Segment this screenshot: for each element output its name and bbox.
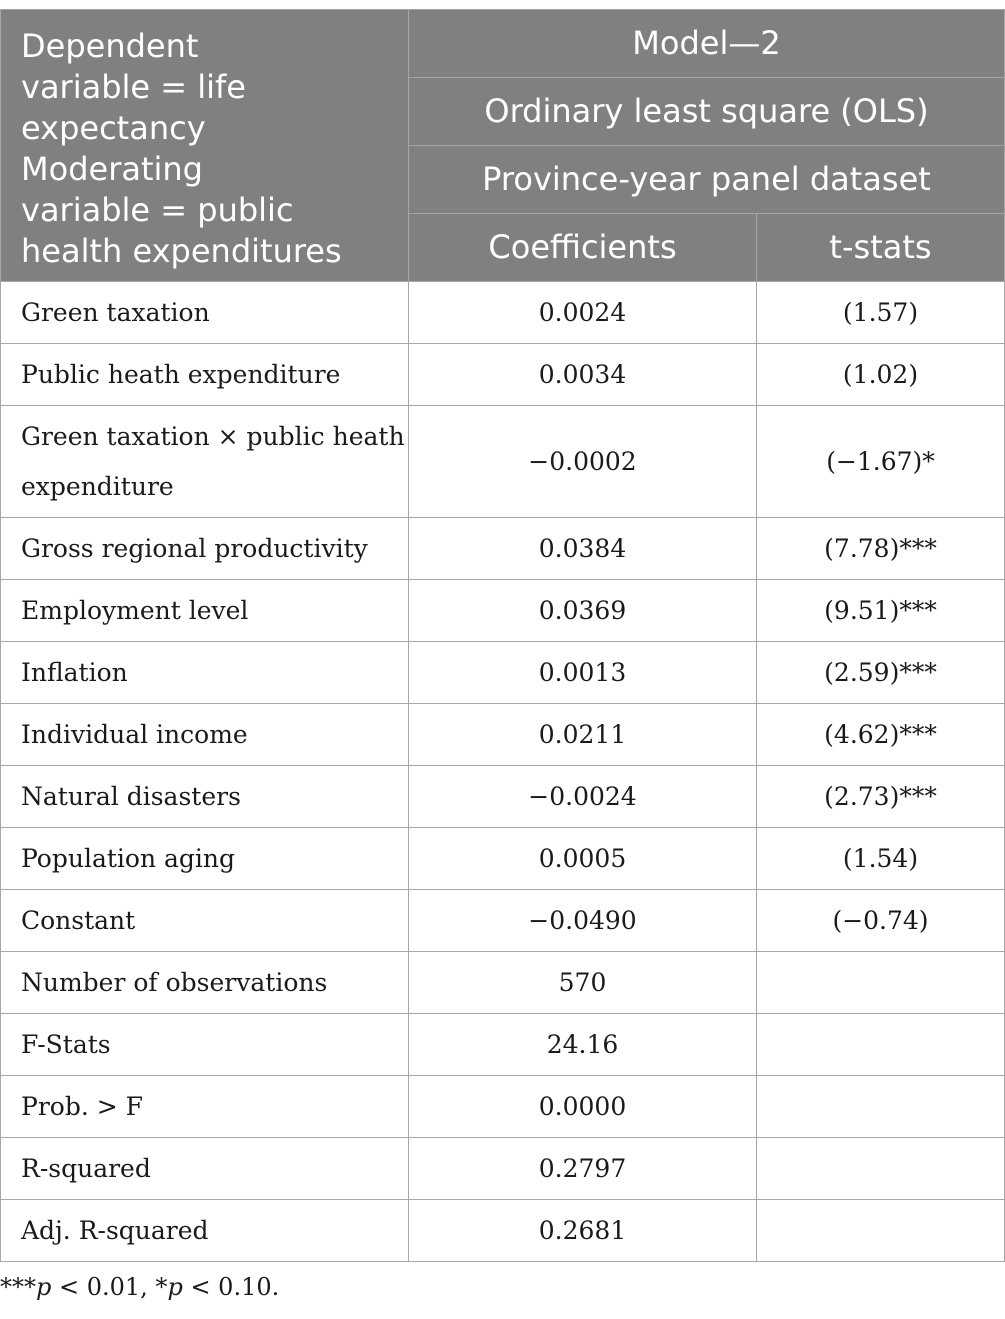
tstat-cell: (2.73)*** [757,766,1005,828]
coefficient-cell: 0.2681 [409,1200,757,1262]
row-label: Prob. > F [1,1076,409,1138]
footnote-condition: < 0.01, [51,1273,156,1301]
table-row [1,282,1005,344]
row-label: Green taxation [1,282,409,344]
row-label: Individual income [1,704,409,766]
footnote-p: p [36,1273,52,1301]
table-row [1,704,1005,766]
coefficient-cell: 0.2797 [409,1138,757,1200]
method-header: Ordinary least square (OLS) [409,78,1005,146]
table-row [1,1138,1005,1200]
tstat-cell: (−1.67)* [757,406,1005,518]
tstat-cell [757,1138,1005,1200]
footnote-stars-3: *** [0,1273,36,1301]
tstat-cell: (2.59)*** [757,642,1005,704]
coefficient-cell: −0.0002 [409,406,757,518]
stub-header [1,10,409,282]
row-label: Green taxation × public heath expenditure [1,406,409,518]
table-footnote [0,1273,279,1301]
model-header: Model—2 [409,10,1005,78]
table-row [1,642,1005,704]
stub-line: Dependent [21,27,199,65]
tstat-cell: (4.62)*** [757,704,1005,766]
tstats-header: t-stats [757,214,1005,282]
tstat-cell [757,1200,1005,1262]
coefficient-cell: −0.0024 [409,766,757,828]
table-row [1,890,1005,952]
table-row [1,1014,1005,1076]
stub-line: Moderating [21,150,203,188]
row-label: Gross regional productivity [1,518,409,580]
footnote-p: p [167,1273,183,1301]
coefficient-cell: 0.0384 [409,518,757,580]
coefficient-cell: 0.0000 [409,1076,757,1138]
row-label: Inflation [1,642,409,704]
table-row [1,344,1005,406]
coefficient-cell: 0.0024 [409,282,757,344]
table-row [1,580,1005,642]
row-label: Employment level [1,580,409,642]
table-row [1,1200,1005,1262]
coefficients-header: Coefficients [409,214,757,282]
dataset-header: Province-year panel dataset [409,146,1005,214]
row-label: R-squared [1,1138,409,1200]
coefficient-cell: 0.0034 [409,344,757,406]
table-row [1,1076,1005,1138]
footnote-condition: < 0.10. [182,1273,280,1301]
row-label: Constant [1,890,409,952]
coefficient-cell: 0.0013 [409,642,757,704]
stub-line: expectancy [21,109,206,147]
row-label: F-Stats [1,1014,409,1076]
regression-table [0,9,1005,1262]
tstat-cell: (1.54) [757,828,1005,890]
table-row [1,518,1005,580]
stub-line: health expenditures [21,232,342,270]
tstat-cell: (−0.74) [757,890,1005,952]
coefficient-cell: 0.0211 [409,704,757,766]
tstat-cell [757,1014,1005,1076]
row-label: Natural disasters [1,766,409,828]
tstat-cell: (1.02) [757,344,1005,406]
tstat-cell [757,1076,1005,1138]
row-label: Adj. R-squared [1,1200,409,1262]
coefficient-cell: 0.0005 [409,828,757,890]
table-row [1,952,1005,1014]
stub-line: variable = public [21,191,294,229]
coefficient-cell: −0.0490 [409,890,757,952]
footnote-star-1: * [155,1273,168,1301]
table-row [1,406,1005,518]
table-row [1,828,1005,890]
row-label: Population aging [1,828,409,890]
coefficient-cell: 24.16 [409,1014,757,1076]
tstat-cell: (1.57) [757,282,1005,344]
tstat-cell [757,952,1005,1014]
stub-line: variable = life [21,68,246,106]
coefficient-cell: 570 [409,952,757,1014]
row-label: Number of observations [1,952,409,1014]
tstat-cell: (7.78)*** [757,518,1005,580]
tstat-cell: (9.51)*** [757,580,1005,642]
table-row [1,766,1005,828]
coefficient-cell: 0.0369 [409,580,757,642]
row-label: Public heath expenditure [1,344,409,406]
